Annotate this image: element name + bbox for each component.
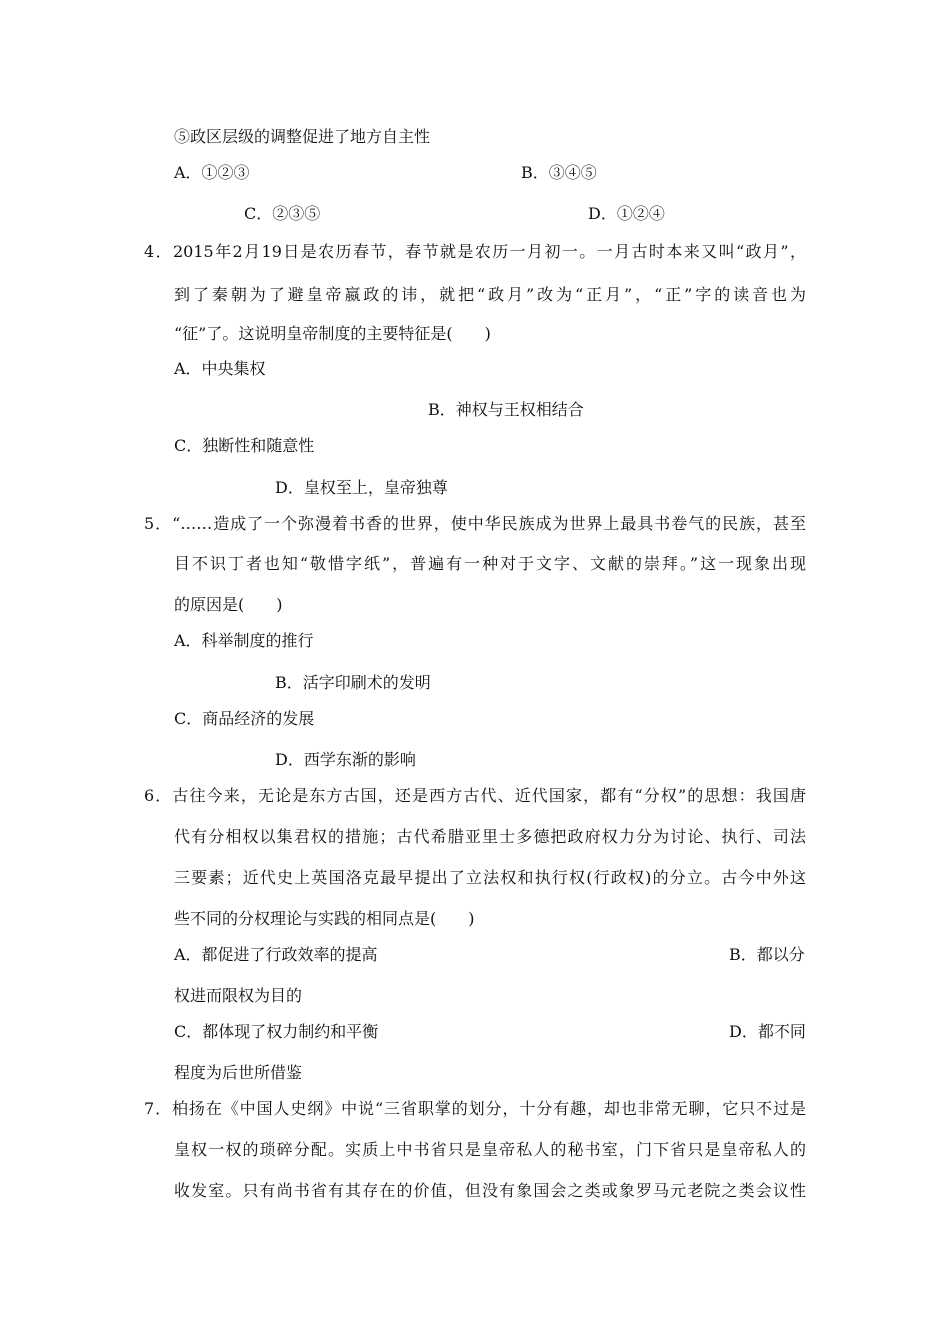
question-4-line-2: 到了秦朝为了避皇帝嬴政的讳，就把“政月”改为“正月”，“正”字的读音也为 bbox=[174, 285, 806, 304]
option-d: D．皇权至上，皇帝独尊 bbox=[275, 478, 448, 497]
question-5-line-2: 目不识丁者也知“敬惜字纸”，普遍有一种对于文字、文献的崇拜。”这一现象出现 bbox=[174, 554, 806, 573]
option-a: A．都促进了行政效率的提高 bbox=[174, 945, 378, 964]
option-a: A．①②③ bbox=[174, 163, 250, 182]
option-d: D．西学东渐的影响 bbox=[275, 750, 416, 769]
option-b: B．都以分 bbox=[729, 945, 805, 964]
option-b: B．③④⑤ bbox=[521, 163, 597, 182]
option-c: C．②③⑤ bbox=[244, 204, 321, 223]
question-7-line-1: 7．柏扬在《中国人史纲》中说“三省职掌的划分，十分有趣，却也非常无聊，它只不过是 bbox=[144, 1099, 806, 1118]
question-4-line-3: “征”了。这说明皇帝制度的主要特征是( ) bbox=[174, 324, 491, 343]
option-c: C．都体现了权力制约和平衡 bbox=[174, 1022, 379, 1041]
option-c: C．独断性和随意性 bbox=[174, 436, 315, 455]
option-b: B．活字印刷术的发明 bbox=[275, 673, 431, 692]
question-5-line-3: 的原因是( ) bbox=[174, 595, 283, 614]
question-6-line-3: 三要素；近代史上英国洛克最早提出了立法权和执行权(行政权)的分立。古今中外这 bbox=[174, 868, 806, 887]
question-6-line-1: 6．古往今来，无论是东方古国，还是西方古代、近代国家，都有“分权”的思想：我国唐 bbox=[144, 786, 806, 805]
question-7-line-3: 收发室。只有尚书省有其存在的价值，但没有象国会之类或象罗马元老院之类会议性 bbox=[174, 1181, 806, 1200]
option-a: A．科举制度的推行 bbox=[174, 631, 314, 650]
option-a: A．中央集权 bbox=[174, 359, 266, 378]
option-line: ⑤政区层级的调整促进了地方自主性 bbox=[174, 127, 431, 146]
option-d-continued: 程度为后世所借鉴 bbox=[174, 1063, 303, 1082]
option-d: D．①②④ bbox=[588, 204, 665, 223]
option-b: B．神权与王权相结合 bbox=[428, 400, 584, 419]
question-6-line-2: 代有分相权以集君权的措施；古代希腊亚里士多德把政府权力分为讨论、执行、司法 bbox=[174, 827, 806, 846]
question-7-line-2: 皇权一权的琐碎分配。实质上中书省只是皇帝私人的秘书室，门下省只是皇帝私人的 bbox=[174, 1140, 806, 1159]
question-5-line-1: 5．“……造成了一个弥漫着书香的世界，使中华民族成为世界上最具书卷气的民族，甚至 bbox=[144, 514, 806, 533]
question-4-line-1: 4．2015年2月19日是农历春节，春节就是农历一月初一。一月古时本来又叫“政月”， bbox=[144, 242, 806, 261]
option-b-continued: 权进而限权为目的 bbox=[174, 986, 303, 1005]
question-6-line-4: 些不同的分权理论与实践的相同点是( ) bbox=[174, 909, 475, 928]
option-d: D．都不同 bbox=[729, 1022, 806, 1041]
option-c: C．商品经济的发展 bbox=[174, 709, 315, 728]
